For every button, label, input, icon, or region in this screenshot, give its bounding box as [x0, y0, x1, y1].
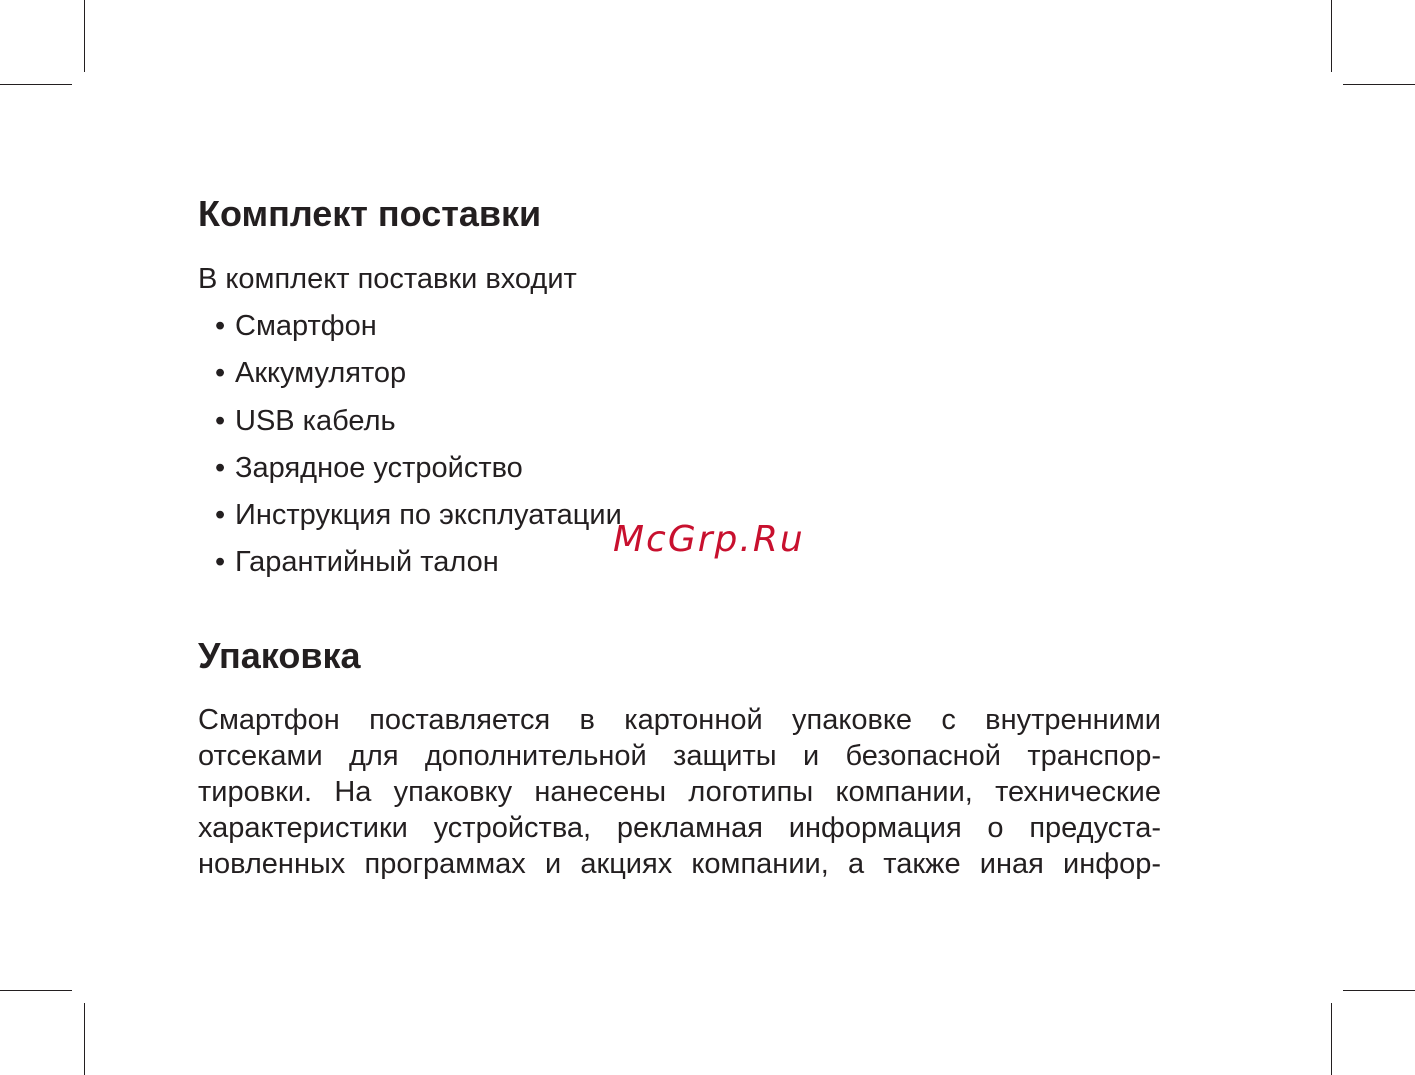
paragraph-line: характеристики устройства, рекламная информация о предуста-	[198, 812, 1161, 844]
list-item	[215, 309, 622, 356]
list-item-label: USB кабель	[235, 404, 396, 437]
list-item	[215, 498, 622, 545]
bullet-icon: •	[215, 404, 226, 437]
paragraph-line: тировки. На упаковку нанесены логотипы компании, технические	[198, 776, 1161, 808]
package-contents-list	[215, 309, 622, 593]
paragraph-line: отсеками для дополнительной защиты и безопасной транспор-	[198, 740, 1161, 772]
crop-mark-top-right-vertical	[1331, 0, 1332, 72]
package-contents-intro: В комплект поставки входит	[198, 263, 577, 295]
crop-mark-bottom-right-vertical	[1331, 1003, 1332, 1075]
bullet-icon: •	[215, 310, 226, 342]
list-item	[215, 451, 622, 498]
bullet-icon: •	[215, 546, 226, 579]
packaging-paragraph	[198, 702, 1161, 882]
list-item-label: Инструкция по эксплуатации	[235, 499, 622, 532]
watermark: McGrp.Ru	[613, 519, 805, 560]
bullet-icon: •	[215, 499, 226, 532]
crop-mark-top-left-horizontal	[0, 84, 72, 85]
bullet-icon: •	[215, 451, 226, 484]
paragraph-line: Смартфон поставляется в картонной упаковке с внутренними	[198, 704, 1161, 736]
list-item	[215, 356, 622, 403]
list-item-label: Зарядное устройство	[235, 451, 523, 484]
packaging-heading: Упаковка	[198, 635, 361, 676]
package-contents-heading: Комплект поставки	[198, 193, 542, 234]
bullet-icon: •	[215, 357, 226, 390]
list-item-label: Аккумулятор	[235, 357, 407, 390]
paragraph-line: новленных программах и акциях компании, а также иная инфор-	[198, 848, 1161, 880]
crop-mark-top-left-vertical	[84, 0, 85, 72]
crop-mark-bottom-right-horizontal	[1343, 990, 1415, 991]
crop-mark-bottom-left-vertical	[84, 1003, 85, 1075]
list-item-label: Гарантийный талон	[235, 546, 499, 579]
list-item	[215, 404, 622, 451]
list-item	[215, 545, 622, 592]
crop-mark-bottom-left-horizontal	[0, 990, 72, 991]
crop-mark-top-right-horizontal	[1343, 84, 1415, 85]
list-item-label: Смартфон	[235, 310, 377, 342]
